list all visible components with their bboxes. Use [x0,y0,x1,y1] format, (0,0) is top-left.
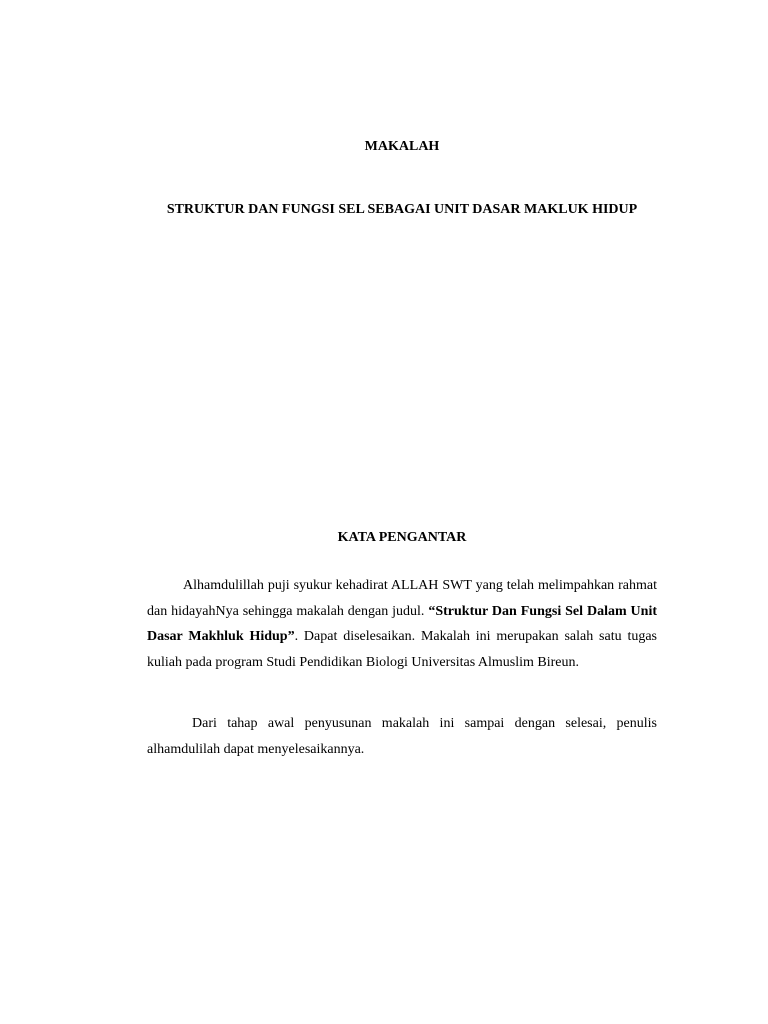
paragraph-1-text-before: Alhamdulillah puji syukur kehadirat ALLAH SWT yang telah melimpahkan rahmat dan hidayahNya sehingga makalah dengan judul. [147,578,657,619]
paragraph-1-text-after: . Dapat diselesaikan. Makalah ini merupakan salah satu tugas kuliah pada program Studi Pendidikan Biologi Universitas Almuslim Bireun. [147,629,658,670]
document-heading: MAKALAH [364,139,440,154]
paragraph-1-bold-title: “Struktur Dan Fungsi Sel Dalam Unit Dasar Makhluk Hidup” [147,603,657,644]
preface-heading: KATA PENGANTAR [337,530,467,545]
document-subtitle: STRUKTUR DAN FUNGSI SEL SEBAGAI UNIT DASAR MAKLUK HIDUP [166,202,638,217]
preface-paragraph-1 [147,573,657,675]
preface-paragraph-2: Dari tahap awal penyusunan makalah ini sampai dengan selesai, penulis alhamdulilah dapat menyelesaikannya. [147,716,657,757]
